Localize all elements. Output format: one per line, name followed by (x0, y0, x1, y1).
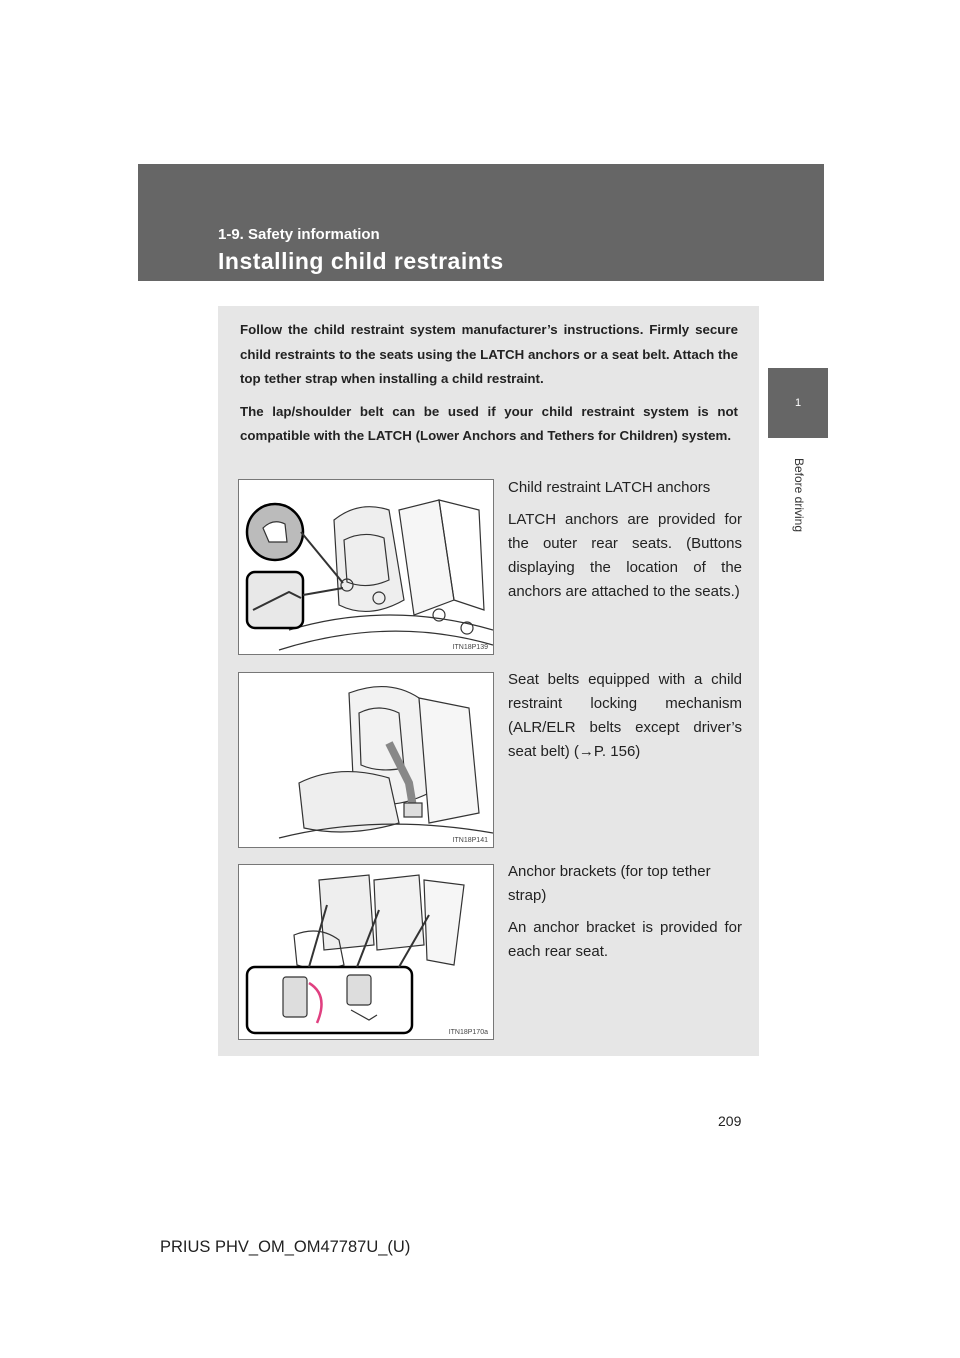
anchor-bracket-description (508, 860, 742, 972)
latch-anchor-illustration (238, 479, 494, 655)
intro-paragraph: Follow the child restraint system manufacturer’s instructions. Firmly secure child restraints to the seats using the LATCH anchors or a seat belt. Attach the top tether strap when installing a child restraint. (240, 322, 738, 387)
seat-belt-description (508, 668, 742, 772)
chapter-tab (768, 368, 828, 438)
chapter-number: 1 (794, 397, 802, 409)
figure-code: ITN18P170a (448, 1029, 488, 1036)
document-footer: PRIUS PHV_OM_OM47787U_(U) (160, 1238, 411, 1256)
figure-code: ITN18P141 (452, 837, 488, 844)
intro-text (240, 318, 738, 457)
figure-code: ITN18P139 (452, 644, 488, 651)
intro-paragraph: The lap/shoulder belt can be used if your child restraint system is not compatible with the LATCH (Lower Anchors and Tethers for Children) system. (240, 403, 738, 444)
item-body: LATCH anchors are provided for the outer rear seats. (Buttons displaying the location of the anchors are attached to the seats.) (508, 511, 742, 600)
item-body: Seat belts equipped with a child restraint locking mechanism (ALR/ELR belts except driver’s seat belt) (→P. 156) (508, 671, 742, 760)
child-seat-drawing (239, 673, 493, 847)
item-heading: Anchor brackets (for top tether strap) (508, 863, 711, 904)
page-title: Installing child restraints (218, 248, 504, 274)
section-label: 1-9. Safety information (218, 226, 380, 243)
item-heading: Child restraint LATCH anchors (508, 479, 711, 496)
item-body: An anchor bracket is provided for each rear seat. (508, 919, 742, 960)
anchor-bracket-illustration (238, 864, 494, 1040)
page-number: 209 (718, 1113, 742, 1129)
seat-belt-child-seat-illustration (238, 672, 494, 848)
latch-anchor-drawing (239, 480, 493, 654)
content-panel (218, 306, 759, 1056)
page-header (138, 164, 824, 281)
anchor-bracket-drawing (239, 865, 493, 1039)
latch-anchor-description (508, 476, 742, 612)
chapter-title: Before driving (792, 457, 806, 533)
